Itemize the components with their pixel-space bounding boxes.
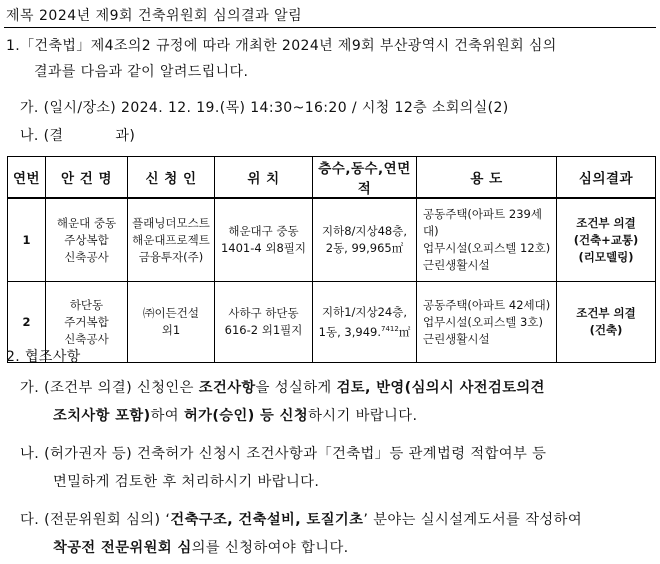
building-use bbox=[417, 198, 557, 282]
applicant bbox=[128, 198, 215, 282]
cell-line: 신축공사 bbox=[64, 331, 109, 346]
sec1-line2: 결과를 다음과 같이 알려드립니다. bbox=[34, 64, 249, 80]
cell-line: (리모델링) bbox=[578, 249, 634, 264]
sec2-ga-line1 bbox=[20, 376, 545, 400]
cell-line: 해운대 중동 bbox=[56, 215, 117, 230]
sec1-line1: 1.「건축법」제4조의2 규정에 따라 개최한 2024년 제9회 부산광역시 건축위원회 심의 bbox=[6, 38, 557, 54]
bold-text: 검토, 반영(심의시 사전검토의견 bbox=[336, 380, 545, 396]
bold-text: 허가(승인) 등 신청 bbox=[183, 408, 309, 424]
text: 가. (조건부 의결) 신청인은 bbox=[20, 380, 199, 396]
cell-line: ㈜이든건설 bbox=[143, 306, 199, 320]
header-cell: 신 청 인 bbox=[128, 157, 215, 199]
cell-line: 공동주택(아파트 239세대) bbox=[423, 207, 542, 238]
table-row bbox=[8, 198, 656, 282]
bold-text: 건축구조, 건축설비, 토질기초 bbox=[170, 512, 364, 528]
cell-line: 공동주택(아파트 42세대) bbox=[423, 297, 551, 312]
cell-line: 주거복합 bbox=[64, 314, 109, 329]
cell-line: 2동, 99,965㎡ bbox=[325, 241, 404, 255]
header-cell: 심의결과 bbox=[557, 157, 656, 199]
applicant bbox=[128, 282, 215, 363]
sec1-item-na bbox=[20, 124, 135, 148]
text: 하여 bbox=[150, 408, 184, 424]
sec1-item-ga: 가. (일시/장소) 2024. 12. 19.(목) 14:30~16:20 / 시청 12층 소회의실(2) bbox=[20, 100, 509, 116]
cell-line: 해운대구 중동 bbox=[228, 224, 299, 238]
cell-line: 1401-4 외8필지 bbox=[220, 241, 307, 255]
area-decimal-sup: 7412 bbox=[381, 324, 399, 333]
review-result bbox=[557, 198, 656, 282]
sec2-da-line2 bbox=[53, 536, 349, 560]
cell-line: 616-2 외1필지 bbox=[224, 323, 303, 337]
cell-line: 외1 bbox=[161, 323, 181, 337]
sec2-heading: 2. 협조사항 bbox=[6, 349, 81, 365]
cell-line: 조건부 의결 bbox=[576, 215, 636, 230]
sec1-na-prefix: 나. (결 bbox=[20, 128, 64, 144]
cell-line: 업무시설(오피스텔 3호) bbox=[423, 314, 543, 329]
cell-line: 조건부 의결 bbox=[576, 306, 636, 320]
result-table bbox=[7, 156, 656, 363]
bold-text: 착공전 전문위원회 심 bbox=[53, 540, 192, 556]
location bbox=[215, 198, 313, 282]
floors-area bbox=[313, 198, 417, 282]
cell-line bbox=[313, 321, 416, 341]
building-use bbox=[417, 282, 557, 363]
cell-line: 플래닝더모스트 bbox=[132, 215, 210, 230]
bold-text: 조건사항 bbox=[198, 380, 256, 396]
review-result bbox=[557, 282, 656, 363]
location bbox=[215, 282, 313, 363]
sec2-na-line2: 면밀하게 검토한 후 처리하시기 바랍니다. bbox=[53, 474, 320, 490]
table-row bbox=[8, 282, 656, 363]
sec2-na-line1: 나. (허가권자 등) 건축허가 신청시 조건사항과「건축법」등 관계법령 적합여부 등 bbox=[20, 446, 547, 462]
cell-line: 해운대프로젝트 bbox=[132, 232, 210, 247]
text: 을 성실하게 bbox=[255, 380, 337, 396]
area-main: 1동, 3,949. bbox=[318, 324, 381, 339]
cell-line: 주상복합 bbox=[64, 232, 109, 247]
text: ’ 분야는 실시설계도서를 작성하여 bbox=[363, 512, 583, 528]
cell-line: 근린생활시설 bbox=[423, 258, 490, 272]
cell-line: (건축+교통) bbox=[573, 232, 639, 247]
cell-line: 금융투자(주) bbox=[138, 249, 204, 264]
text: 다. (전문위원회 심의) ‘ bbox=[20, 512, 171, 528]
cell-line: 신축공사 bbox=[64, 249, 109, 264]
case-name bbox=[46, 198, 128, 282]
text: 의를 신청하여야 합니다. bbox=[191, 540, 349, 556]
row-number: 1 bbox=[8, 198, 46, 282]
cell-line: (건축) bbox=[589, 323, 623, 337]
header-cell: 용 도 bbox=[417, 157, 557, 199]
cell-line: 사하구 하단동 bbox=[228, 306, 299, 320]
cell-line: 지하1/지상24층, bbox=[321, 304, 408, 319]
row-number: 2 bbox=[8, 282, 46, 363]
area-unit: ㎡ bbox=[398, 324, 411, 339]
title-underline bbox=[4, 27, 656, 28]
header-cell: 위 치 bbox=[215, 157, 313, 199]
header-cell: 연번 bbox=[8, 157, 46, 199]
cell-line: 업무시설(오피스텔 12호) bbox=[423, 241, 551, 255]
sec2-da-line1 bbox=[20, 508, 582, 532]
header-cell: 층수,동수,연면적 bbox=[313, 157, 417, 199]
bold-text: 조치사항 포함) bbox=[53, 408, 151, 424]
cell-line: 지하8/지상48층, bbox=[321, 224, 408, 238]
table-header-row bbox=[8, 157, 656, 199]
cell-line: 하단동 bbox=[69, 297, 104, 312]
document-title: 제목 2024년 제9회 건축위원회 심의결과 알림 bbox=[6, 8, 303, 24]
cell-line: 근린생활시설 bbox=[423, 331, 490, 346]
text: 하시기 바랍니다. bbox=[308, 408, 418, 424]
header-cell: 안 건 명 bbox=[46, 157, 128, 199]
floors-area bbox=[313, 282, 417, 363]
sec1-na-suffix: 과) bbox=[115, 128, 136, 144]
sec2-ga-line2 bbox=[53, 404, 417, 428]
